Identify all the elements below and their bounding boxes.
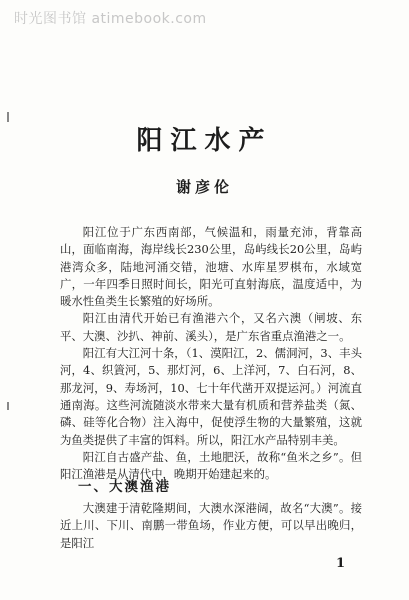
watermark: 时光图书馆 atimebook.com [14,11,207,27]
scan-mark [7,402,9,410]
paragraph: 阳江由清代开始已有渔港六个，又名六澳（闸坡、东平、大澳、沙扒、神前、溪头），是广东省重点渔港之一。 [60,311,362,343]
document-body [60,224,362,483]
section-heading: 一、大澳渔港 [78,479,171,495]
paragraph: 大澳建于清乾隆期间，大澳水深港阔，故名“大澳”。接近上川、下川、南鹏一带鱼场，作业方便，可以早出晚归，是阳江 [60,501,362,550]
author-name: 谢彦伦 [175,178,233,196]
document-title: 阳江水产 [136,126,273,156]
page-number: 1 [336,556,346,571]
paragraph: 阳江自古盛产盐、鱼，土地肥沃，故称“鱼米之乡”。但阳江渔港是从清代中，晚期开始建起来的。 [60,449,362,482]
paragraph: 阳江有大江河十条，（1、漠阳江，2、儒洞河，3、丰头河，4、织篢河，5、那灯河，6、上洋河，7、白石河，8、那龙河，9、寿场河，10、七十年代凿开双提运河。）河流直通南海。这些河流随淡水带来大量有机质和营养盐类（氮、磷、硅等化合物）注入海中，促使浮生物的大量繁殖，这就为鱼类提供了丰富的饵料。所以，阳江水产品特别丰美。 [60,346,362,447]
section-body [60,500,362,552]
paragraph: 阳江位于广东西南部，气候温和，雨量充沛，背靠高山，面临南海，海岸线长230公里，岛屿线长20公里，岛屿港湾众多，陆地河涌交错，池塘、水库星罗棋布，水域宽广，一年四季日照时间长，阳光可直射海底，温度适中，为暖水性鱼类生长繁殖的好场所。 [60,225,362,309]
